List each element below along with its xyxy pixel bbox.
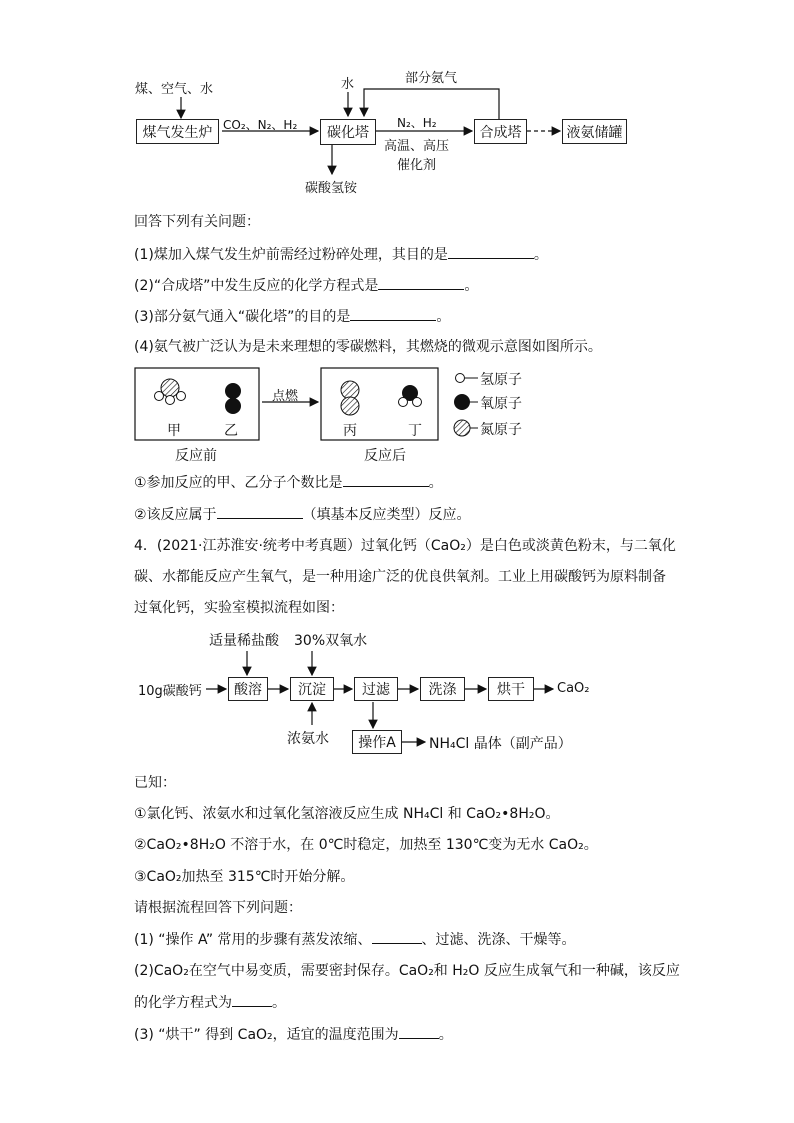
byproduct-label: NH₄Cl 晶体（副产品） <box>429 736 572 752</box>
ignite-label: 点燃 <box>272 389 299 404</box>
box-operation-a: 操作A <box>352 730 402 754</box>
q4-question-2: (2)CaO₂在空气中易变质，需要密封保存。CaO₂和 H₂O 反应生成氧气和一种碱，该反应 <box>134 963 680 979</box>
known-fact-2: ②CaO₂•8H₂O 不溶于水，在 0℃时稳定，加热至 130℃变为无水 CaO₂。 <box>134 837 598 853</box>
known-fact-3: ③CaO₂加热至 315℃时开始分解。 <box>134 869 355 885</box>
legend-hydrogen: 氢原子 <box>480 372 522 388</box>
input-label: 煤、空气、水 <box>135 82 214 97</box>
legend-nitrogen: 氮原子 <box>480 422 522 438</box>
q3-intro: 回答下列有关问题： <box>134 214 260 230</box>
q4-line2: 碳、水都能反应产生氧气，是一种用途广泛的优良供氧剂。工业上用碳酸钙为原料制备 <box>134 569 666 585</box>
legend-oxygen: 氧原子 <box>480 396 522 412</box>
reagent-ammonia: 浓氨水 <box>287 731 329 747</box>
q4-questions-intro: 请根据流程回答下列问题： <box>134 900 302 916</box>
q4-question-1: (1) “操作 A” 常用的步骤有蒸发浓缩、 、过滤、洗涤、干燥等。 <box>134 929 576 950</box>
label-ding: 丁 <box>408 423 422 439</box>
box-wash: 洗涤 <box>420 677 465 701</box>
q4-line1: 4．(2021·江苏淮安·统考中考真题）过氧化钙（CaO₂）是白色或淡黄色粉末，与二氧化 <box>134 538 676 554</box>
q4-question-2b: 的化学方程式为 。 <box>134 992 286 1013</box>
q3-sub2: ②该反应属于 （填基本反应类型）反应。 <box>134 504 471 525</box>
end-product: CaO₂ <box>557 681 590 696</box>
q3-part1: (1)煤加入煤气发生炉前需经过粉碎处理，其目的是 。 <box>134 244 548 265</box>
q4-question-3: (3) “烘干” 得到 CaO₂，适宜的温度范围为 。 <box>134 1024 453 1045</box>
product-label: 碳酸氢铵 <box>305 181 358 196</box>
box-precipitate: 沉淀 <box>290 677 334 701</box>
box-gasifier: 煤气发生炉 <box>136 119 219 144</box>
label-jia: 甲 <box>167 423 181 439</box>
water-label: 水 <box>341 77 355 92</box>
q4-line3: 过氧化钙，实验室模拟流程如图： <box>134 600 344 616</box>
after-label: 反应后 <box>364 448 406 464</box>
answer-blank[interactable] <box>232 992 272 1007</box>
before-label: 反应前 <box>175 448 217 464</box>
box-carbonation: 碳化塔 <box>320 119 376 145</box>
q3-part2: (2)“合成塔”中发生反应的化学方程式是 。 <box>134 275 478 296</box>
start-material: 10g碳酸钙 <box>138 684 202 699</box>
label-bing: 丙 <box>343 423 357 439</box>
answer-blank[interactable] <box>372 929 422 944</box>
feed-label: N₂、H₂ <box>397 116 437 130</box>
reagent-hcl: 适量稀盐酸 <box>209 633 279 649</box>
recycle-label: 部分氨气 <box>405 71 458 86</box>
answer-blank[interactable] <box>399 1024 439 1039</box>
box-dry: 烘干 <box>488 677 534 701</box>
known-title: 已知： <box>134 775 176 791</box>
q3-part3: (3)部分氨气通入“碳化塔”的目的是 。 <box>134 306 450 327</box>
box-synthesis: 合成塔 <box>474 119 527 144</box>
condition-catalyst: 催化剂 <box>397 158 437 173</box>
q3-sub1: ①参加反应的甲、乙分子个数比是 。 <box>134 472 443 493</box>
q3-part4: (4)氨气被广泛认为是未来理想的零碳燃料，其燃烧的微观示意图如图所示。 <box>134 339 602 355</box>
box-acid-dissolve: 酸溶 <box>228 677 268 701</box>
label-yi: 乙 <box>224 423 238 439</box>
known-fact-1: ①氯化钙、浓氨水和过氧化氢溶液反应生成 NH₄Cl 和 CaO₂•8H₂O。 <box>134 806 560 822</box>
box-filter: 过滤 <box>354 677 398 701</box>
condition-temp-pressure: 高温、高压 <box>384 139 450 154</box>
box-storage: 液氨储罐 <box>562 119 627 144</box>
gases-label: CO₂、N₂、H₂ <box>223 118 298 132</box>
reagent-h2o2: 30%双氧水 <box>294 633 368 649</box>
